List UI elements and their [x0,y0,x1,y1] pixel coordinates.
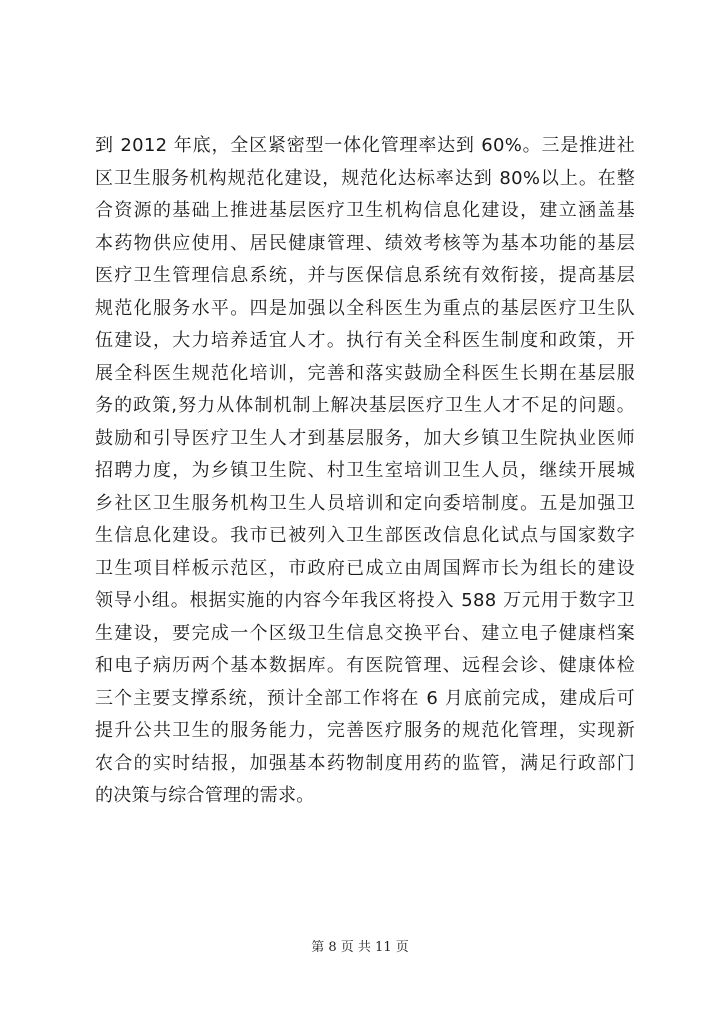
text-line-last: 的决策与综合管理的需求。 [95,785,315,806]
text-line: 合资源的基础上推进基层医疗卫生机构信息化建设，建立涵盖基 [95,200,635,221]
text-line: 医疗卫生管理信息系统，并与医保信息系统有效衔接，提高基层 [95,265,635,286]
text-line: 区卫生服务机构规范化建设，规范化达标率达到 80%以上。在整 [95,167,635,189]
text-line: 提升公共卫生的服务能力，完善医疗服务的规范化管理，实现新 [95,720,635,741]
text-line: 展全科医生规范化培训，完善和落实鼓励全科医生长期在基层服 [95,362,635,384]
text-line: 招聘力度，为乡镇卫生院、村卫生室培训卫生人员，继续开展城 [95,460,635,481]
text-line: 乡社区卫生服务机构卫生人员培训和定向委培制度。五是加强卫 [95,492,635,514]
text-line: 卫生项目样板示范区，市政府已成立由周国辉市长为组长的建设 [95,557,635,579]
text-line: 本药物供应使用、居民健康管理、绩效考核等为基本功能的基层 [95,232,635,254]
text-line: 生建设，要完成一个区级卫生信息交换平台、建立电子健康档案 [95,622,635,644]
text-line: 伍建设，大力培养适宜人才。执行有关全科医生制度和政策，开 [95,330,635,351]
page-number-footer: 第 8 页 共 11 页 [311,940,409,955]
body-paragraph [95,130,635,813]
text-line: 务的政策,努力从体制机制上解决基层医疗卫生人才不足的问题。 [95,395,635,416]
text-line: 到 2012 年底，全区紧密型一体化管理率达到 60%。三是推进社 [95,135,635,156]
text-line: 生信息化建设。我市已被列入卫生部医改信息化试点与国家数字 [95,525,635,546]
text-line: 三个主要支撑系统，预计全部工作将在 6 月底前完成，建成后可 [95,687,635,709]
text-line: 和电子病历两个基本数据库。有医院管理、远程会诊、健康体检 [95,655,635,676]
text-line: 农合的实时结报，加强基本药物制度用药的监管，满足行政部门 [95,752,635,774]
text-line: 领导小组。根据实施的内容今年我区将投入 588 万元用于数字卫 [95,590,635,611]
text-line: 鼓励和引导医疗卫生人才到基层服务，加大乡镇卫生院执业医师 [95,427,635,449]
text-line: 规范化服务水平。四是加强以全科医生为重点的基层医疗卫生队 [95,297,635,319]
